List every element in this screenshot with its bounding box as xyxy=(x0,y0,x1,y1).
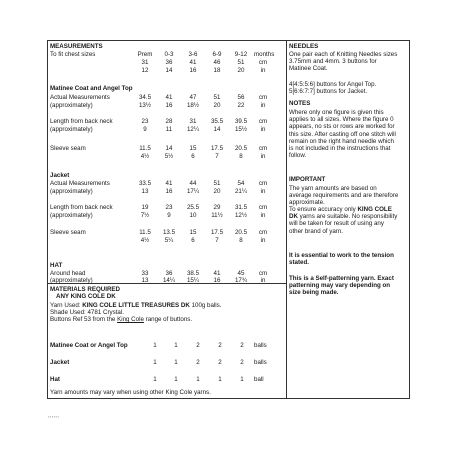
value-cell: 1 xyxy=(153,376,157,383)
value-cell: cm xyxy=(258,118,268,125)
value-cell: 2 xyxy=(196,359,200,366)
value-cell: 7½ xyxy=(140,212,150,219)
value-cell: 6 xyxy=(191,237,195,244)
shade-used: Shade Used: 4781 Crystal. xyxy=(50,309,124,316)
value-cell: 1 xyxy=(174,376,178,383)
row-label: Length from back neck xyxy=(50,118,113,125)
value-cell: 41 xyxy=(165,180,173,187)
value-cell: 2 xyxy=(218,342,222,349)
row-label: Hat xyxy=(50,376,60,383)
unit-label: ball xyxy=(254,376,264,383)
value-cell: 1 xyxy=(174,359,178,366)
value-cell: months xyxy=(254,51,275,58)
value-cell: 33 xyxy=(141,270,149,277)
needles-text: One pair each of Knitting Needles sizes 3.75mm and 4mm. 3 buttons for Matinee Coat. xyxy=(289,51,398,73)
value-cell: 2 xyxy=(240,342,244,349)
notes-title: NOTES xyxy=(289,100,311,107)
buttons-prefix: Buttons Ref 53 from the xyxy=(50,316,118,323)
value-cell: 14 xyxy=(165,145,173,152)
value-cell: 11.5 xyxy=(139,145,151,152)
value-cell: 14 xyxy=(165,67,173,74)
value-cell: 1 xyxy=(218,376,222,383)
value-cell: 2 xyxy=(196,342,200,349)
value-cell: 29 xyxy=(213,204,221,211)
tension-note: It is essential to work to the tension stated. xyxy=(289,252,394,267)
important-text-2-bold: KING COLE DK xyxy=(289,206,392,221)
value-cell: 56 xyxy=(237,94,245,101)
value-cell: 17¾ xyxy=(234,277,248,284)
row-label: (approximately) xyxy=(50,212,93,219)
value-cell: in xyxy=(260,67,266,74)
value-cell: 36 xyxy=(165,270,173,277)
value-cell: 12½ xyxy=(234,212,248,219)
row-label: Matinee Coat or Angel Top xyxy=(50,342,128,349)
matinee-title: Matinee Coat and Angel Top xyxy=(50,85,133,92)
value-cell: 51 xyxy=(213,94,221,101)
value-cell: 22 xyxy=(237,102,245,109)
value-cell: 13 xyxy=(141,188,149,195)
value-cell: 9-12 xyxy=(234,51,248,58)
value-cell: 21¼ xyxy=(234,188,248,195)
row-label: Length from back neck xyxy=(50,204,113,211)
value-cell: 7 xyxy=(215,237,219,244)
value-cell: 12 xyxy=(141,67,149,74)
page-footnote-mark: ▪▪▪▪▪▪ xyxy=(48,414,60,419)
unit-label: balls xyxy=(254,342,267,349)
value-cell: in xyxy=(260,126,266,133)
materials-footer: Yarn amounts may vary when using other King Cole yarns. xyxy=(50,389,211,396)
value-cell: in xyxy=(260,102,266,109)
value-cell: 15 xyxy=(189,229,197,236)
value-cell: cm xyxy=(258,180,268,187)
value-cell: 31 xyxy=(141,59,149,66)
hat-label-2: (approximately) xyxy=(50,277,93,284)
value-cell: 6-9 xyxy=(212,51,222,58)
buttons-line xyxy=(50,316,192,323)
value-cell: 5½ xyxy=(164,153,174,160)
value-cell: 54 xyxy=(237,180,245,187)
value-cell: 19 xyxy=(141,204,149,211)
important-text-2-prefix: To ensure accuracy only xyxy=(289,206,358,213)
jacket-title: Jacket xyxy=(50,172,70,179)
value-cell: 44 xyxy=(189,180,197,187)
value-cell: 17.5 xyxy=(210,229,224,236)
value-cell: 16 xyxy=(213,277,221,284)
value-cell: 2 xyxy=(240,359,244,366)
measurements-title: MEASUREMENTS xyxy=(50,43,103,50)
yarn-used-line xyxy=(50,302,222,309)
value-cell: in xyxy=(260,237,266,244)
value-cell: in xyxy=(260,277,266,284)
value-cell: 14 xyxy=(213,126,221,133)
needles-jacket: 5[6:6:7:7] buttons for Jacket. xyxy=(289,88,368,95)
value-cell: 11.5 xyxy=(139,229,151,236)
value-cell: 33.5 xyxy=(138,180,152,187)
value-cell: 17.5 xyxy=(210,145,224,152)
value-cell: Prem xyxy=(137,51,153,58)
value-cell: cm xyxy=(258,94,268,101)
value-cell: 34.5 xyxy=(138,94,152,101)
value-cell: 16 xyxy=(189,67,197,74)
value-cell: 25.5 xyxy=(186,204,200,211)
value-cell: 7 xyxy=(215,153,219,160)
row-label: Actual Measurements xyxy=(50,94,110,101)
value-cell: cm xyxy=(258,145,268,152)
value-cell: 6 xyxy=(191,153,195,160)
value-cell: 39.5 xyxy=(234,118,248,125)
value-cell: 4½ xyxy=(140,237,150,244)
value-cell: 20.5 xyxy=(234,229,248,236)
value-cell: cm xyxy=(258,229,268,236)
value-cell: 1 xyxy=(240,376,244,383)
value-cell: 11½ xyxy=(211,212,223,219)
value-cell: 35.5 xyxy=(210,118,224,125)
value-cell: 18½ xyxy=(186,102,200,109)
value-cell: 41 xyxy=(189,59,197,66)
notes-text: Where only one figure is given this applies to all sizes. Where the figure 0 appears, no sts or rows are worked for this size. After casting off one stitch will remain on the right hand needle which is not included in the instructions that follow. xyxy=(289,109,396,160)
value-cell: 36 xyxy=(165,59,173,66)
value-cell: 14¼ xyxy=(162,277,176,284)
value-cell: in xyxy=(260,188,266,195)
value-cell: 0-3 xyxy=(164,51,174,58)
value-cell: 13 xyxy=(141,277,149,284)
value-cell: 45 xyxy=(237,270,245,277)
value-cell: 8 xyxy=(239,237,243,244)
value-cell: 1 xyxy=(153,342,157,349)
row-label: Sleeve seam xyxy=(50,229,86,236)
value-cell: 28 xyxy=(165,118,173,125)
value-cell: 20 xyxy=(213,102,221,109)
value-cell: 2 xyxy=(218,359,222,366)
value-cell: 31 xyxy=(189,118,197,125)
row-label: (approximately) xyxy=(50,126,93,133)
hat-title: HAT xyxy=(50,262,63,269)
value-cell: cm xyxy=(258,59,268,66)
self-pattern-note: This is a Self-patterning yarn. Exact patterning may vary depending on size being made. xyxy=(289,275,394,297)
value-cell: 1 xyxy=(153,359,157,366)
yarn-used-name: KING COLE LITTLE TREASURES DK xyxy=(82,302,190,309)
value-cell: 10 xyxy=(189,212,197,219)
value-cell: 51 xyxy=(237,59,245,66)
value-cell: 41 xyxy=(165,94,173,101)
value-cell: 13½ xyxy=(138,102,152,109)
value-cell: 13.5 xyxy=(162,229,176,236)
value-cell: 5¼ xyxy=(164,237,174,244)
value-cell: 51 xyxy=(213,180,221,187)
value-cell: 20.5 xyxy=(234,145,248,152)
value-cell: 18 xyxy=(213,67,221,74)
row-label: Jacket xyxy=(50,359,70,366)
value-cell: 38.5 xyxy=(186,270,200,277)
value-cell: 17¼ xyxy=(186,188,200,195)
value-cell: 16 xyxy=(165,102,173,109)
value-cell: 23 xyxy=(141,118,149,125)
value-cell: 9 xyxy=(143,126,147,133)
row-label: Sleeve seam xyxy=(50,145,86,152)
important-text-2-suffix: yarns are suitable. No responsibility will be taken for result of using any other brand of yarn. xyxy=(289,213,398,235)
value-cell: 47 xyxy=(189,94,197,101)
value-cell: 41 xyxy=(213,270,221,277)
value-cell: 1 xyxy=(196,376,200,383)
row-label: Actual Measurements xyxy=(50,180,110,187)
important-text-1: The yarn amounts are based on average requirements and are therefore approximate. xyxy=(289,185,399,207)
materials-title: MATERIALS REQUIRED xyxy=(50,286,121,293)
hat-label-1: Around head xyxy=(50,270,86,277)
value-cell: 8 xyxy=(239,153,243,160)
column-divider xyxy=(286,41,287,398)
value-cell: 15¼ xyxy=(186,277,200,284)
value-cell: 20 xyxy=(237,67,245,74)
value-cell: 3-6 xyxy=(188,51,198,58)
unit-label: balls xyxy=(254,359,267,366)
buttons-suffix: range of buttons. xyxy=(143,316,193,323)
important-title: IMPORTANT xyxy=(289,176,326,183)
value-cell: 12¼ xyxy=(186,126,200,133)
value-cell: 31.5 xyxy=(234,204,248,211)
value-cell: in xyxy=(260,212,266,219)
value-cell: 23 xyxy=(165,204,173,211)
value-cell: 46 xyxy=(213,59,221,66)
materials-subtitle: ANY KING COLE DK xyxy=(56,293,116,300)
value-cell: 1 xyxy=(174,342,178,349)
value-cell: cm xyxy=(258,270,268,277)
value-cell: 16 xyxy=(165,188,173,195)
value-cell: cm xyxy=(258,204,268,211)
value-cell: 11 xyxy=(165,126,173,133)
row-label: (approximately) xyxy=(50,188,93,195)
value-cell: 15 xyxy=(189,145,197,152)
buttons-link[interactable]: King Cole xyxy=(117,316,144,323)
chest-label: To fit chest sizes xyxy=(50,51,96,58)
yarn-used-prefix: Yarn Used: xyxy=(50,302,81,309)
yarn-used-suffix: 100g balls. xyxy=(189,302,222,309)
row-label: (approximately) xyxy=(50,102,93,109)
value-cell: in xyxy=(260,153,266,160)
needles-title: NEEDLES xyxy=(289,43,319,50)
needles-angel: 4[4:5:5:6] buttons for Angel Top. xyxy=(289,81,377,88)
value-cell: 20 xyxy=(213,188,221,195)
value-cell: 4½ xyxy=(140,153,150,160)
important-text-2 xyxy=(289,206,399,235)
value-cell: 15½ xyxy=(234,126,248,133)
value-cell: 9 xyxy=(167,212,171,219)
